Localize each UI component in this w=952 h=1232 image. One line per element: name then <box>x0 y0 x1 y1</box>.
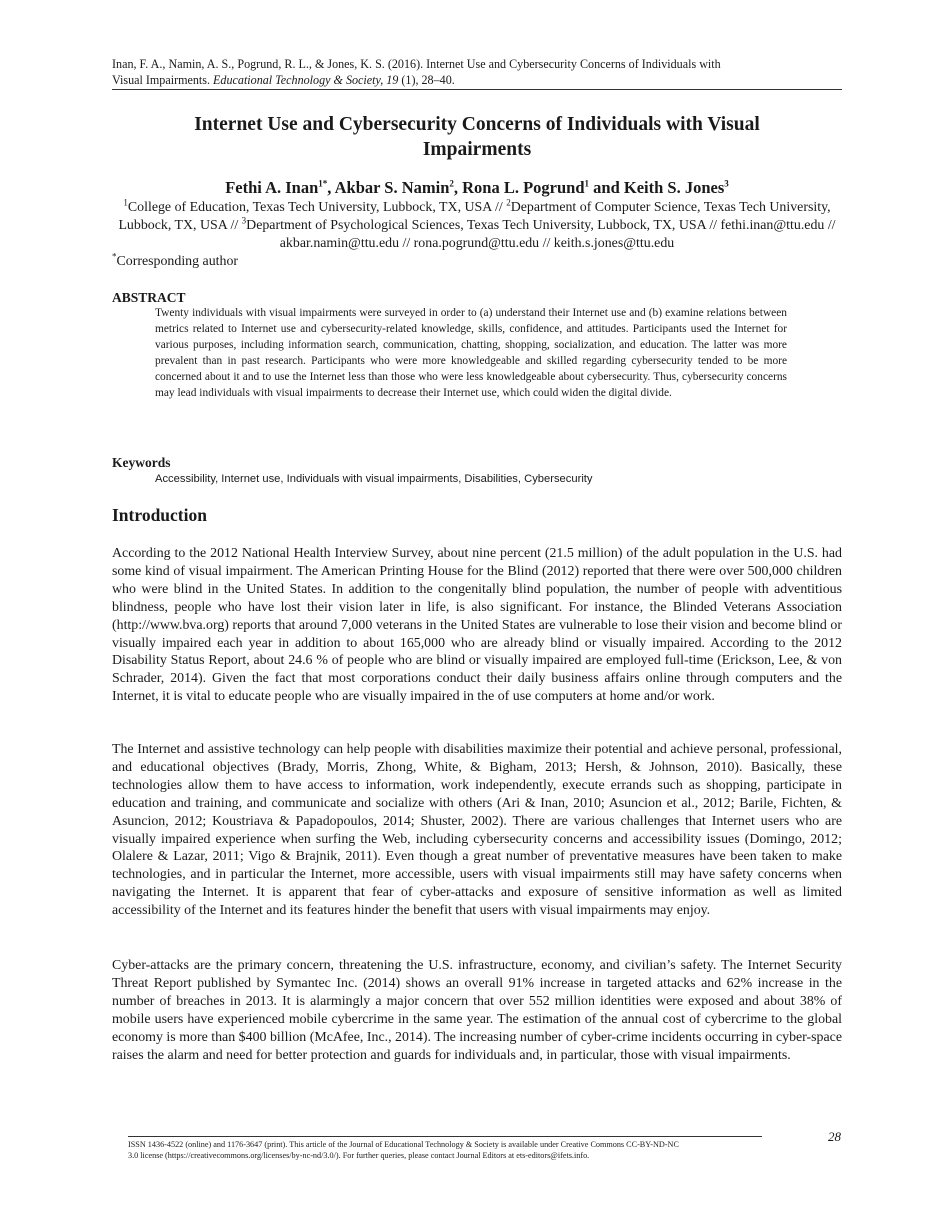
introduction-heading: Introduction <box>112 505 207 525</box>
citation-header <box>112 56 842 88</box>
abstract-heading: ABSTRACT <box>112 290 186 305</box>
header-divider <box>112 89 842 90</box>
intro-paragraph-3: Cyber-attacks are the primary concern, threatening the U.S. infrastructure, economy, and civilian’s safety. The Internet Security Threat Report published by Symantec Inc. (2014) shows an overall 91% increase in targeted attacks and 62% increase in the number of breaches in 2013. It is alarmingly a major concern that over 552 million identities were exposed and about 38% of mobile users have experienced mobile cybercrime in the same year. The estimation of the annual cost of cybercrime to the global economy is more than $400 billion (McAfee, Inc., 2014). The increasing number of cyber-crime incidents occurring in cyber-space raises the alarm and need for better protection and guards for individuals and, in particular, those with visual impairments. <box>112 958 842 1063</box>
keywords-body: Accessibility, Internet use, Individuals with visual impairments, Disabilities, Cybersecurity <box>155 473 593 485</box>
journal-name: Educational Technology & Society, 19 <box>213 73 399 87</box>
page-number: 28 <box>828 1129 841 1144</box>
author-list: Fethi A. Inan$^{1*}$, Akbar S. Namin$^2$, Rona L. Pogrund$^1$ and Keith S. Jones$^3$ <box>225 178 729 197</box>
license-footer: ISSN 1436-4522 (online) and 1176-3647 (print). This article of the Journal of Educational Technology & Society is available under Creative Commons CC-BY-ND-NC 3.0 license (https://creativecommons.org/licenses/by-nc-nd/3.0/). For further queries, please contact Journal Editors at ets-editors@ifets.info. <box>128 1140 679 1160</box>
keywords-heading: Keywords <box>112 455 171 470</box>
citation-line-2: Visual Impairments. Educational Technology & Society, 19 (1), 28–40. <box>112 73 455 87</box>
paper-title: Internet Use and Cybersecurity Concerns of Individuals with Visual Impairments <box>194 114 760 160</box>
corresponding-author-note: *Corresponding author <box>112 251 239 269</box>
affiliations: $^1$College of Education, Texas Tech University, Lubbock, TX, USA // $^2$Department of Computer Science, Texas Tech University, Lubbock, TX, USA // $^3$Department of Psychological Sciences, Texas Tech University, Lubbock, TX, USA // fethi.inan@ttu.edu // akbar.namin@ttu.edu // rona.pogrund@ttu.edu // keith.s.jones@ttu.edu <box>118 197 836 251</box>
abstract-body: Twenty individuals with visual impairments were surveyed in order to (a) understand their Internet use and (b) examine relations between metrics related to Internet use and cybersecurity-related knowledge, skills, confidence, and attitudes. Participants used the Internet for various purposes, including information search, communication, chatting, shopping, socialization, and education. The latter was more prevalent than in past research. Participants who were more knowledgeable and skilled regarding cybersecurity tended to be more concerned about it and to use the Internet less than those who were less knowledgeable about cybersecurity. Thus, cybersecurity concerns may lead individuals with visual impairments to decrease their Internet use, which could widen the digital divide. <box>155 307 787 399</box>
citation-line-1: Inan, F. A., Namin, A. S., Pogrund, R. L., & Jones, K. S. (2016). Internet Use and Cybersecurity Concerns of Individuals with <box>112 57 721 71</box>
intro-paragraph-1: According to the 2012 National Health Interview Survey, about nine percent (21.5 million) of the adult population in the U.S. had some kind of visual impairment. The American Printing House for the Blind (2012) reported that there were over 500,000 children who were blind in the United States. In addition to the congenitally blind population, the number of people with adventitious blindness, people who have lost their vision later in life, is also significant. For instance, the Blinded Veterans Association (http://www.bva.org) reports that around 7,000 veterans in the United States are vulnerable to lose their vision and become blind or visually impaired each year in addition to about 165,000 who are already blind or visually impaired. According to the 2012 Disability Status Report, about 24.6 % of people who are blind or visually impaired are employed full-time (Erickson, Lee, & von Schrader, 2014). Given the fact that most corporations conduct their daily business affairs online through computers and the Internet, it is vital to educate people who are visually impaired in the of use computers at home and/or work. <box>112 546 842 705</box>
footer-divider <box>128 1136 762 1137</box>
intro-paragraph-2: The Internet and assistive technology can help people with disabilities maximize their potential and achieve personal, professional, and educational objectives (Brady, Morris, Zhong, White, & Bigham, 2013; Hersh, & Johnson, 2010). Basically, these technologies allow them to have access to information, work independently, execute errands such as shopping, participate in education and training, and communicate and socialize with others (Ari & Inan, 2010; Asuncion et al., 2012; Barile, Fichten, & Asuncion, 2012; Koustriava & Papadopoulos, 2014; Shuster, 2002). There are various challenges that Internet users who are visually impaired experience when surfing the Web, including cybersecurity concerns and accessibility issues (Domingo, 2012; Olalere & Lazar, 2011; Vigo & Brajnik, 2011). Even though a great number of preventative measures have been taken to make technologies, and in particular the Internet, more accessible, users with visual impairments still may have safety concerns when navigating the Internet. It is apparent that fear of cyber-attacks and exposure of sensitive information as well as limited accessibility of the Internet and its features hinder the benefit that users with visual impairments may enjoy. <box>112 742 842 919</box>
